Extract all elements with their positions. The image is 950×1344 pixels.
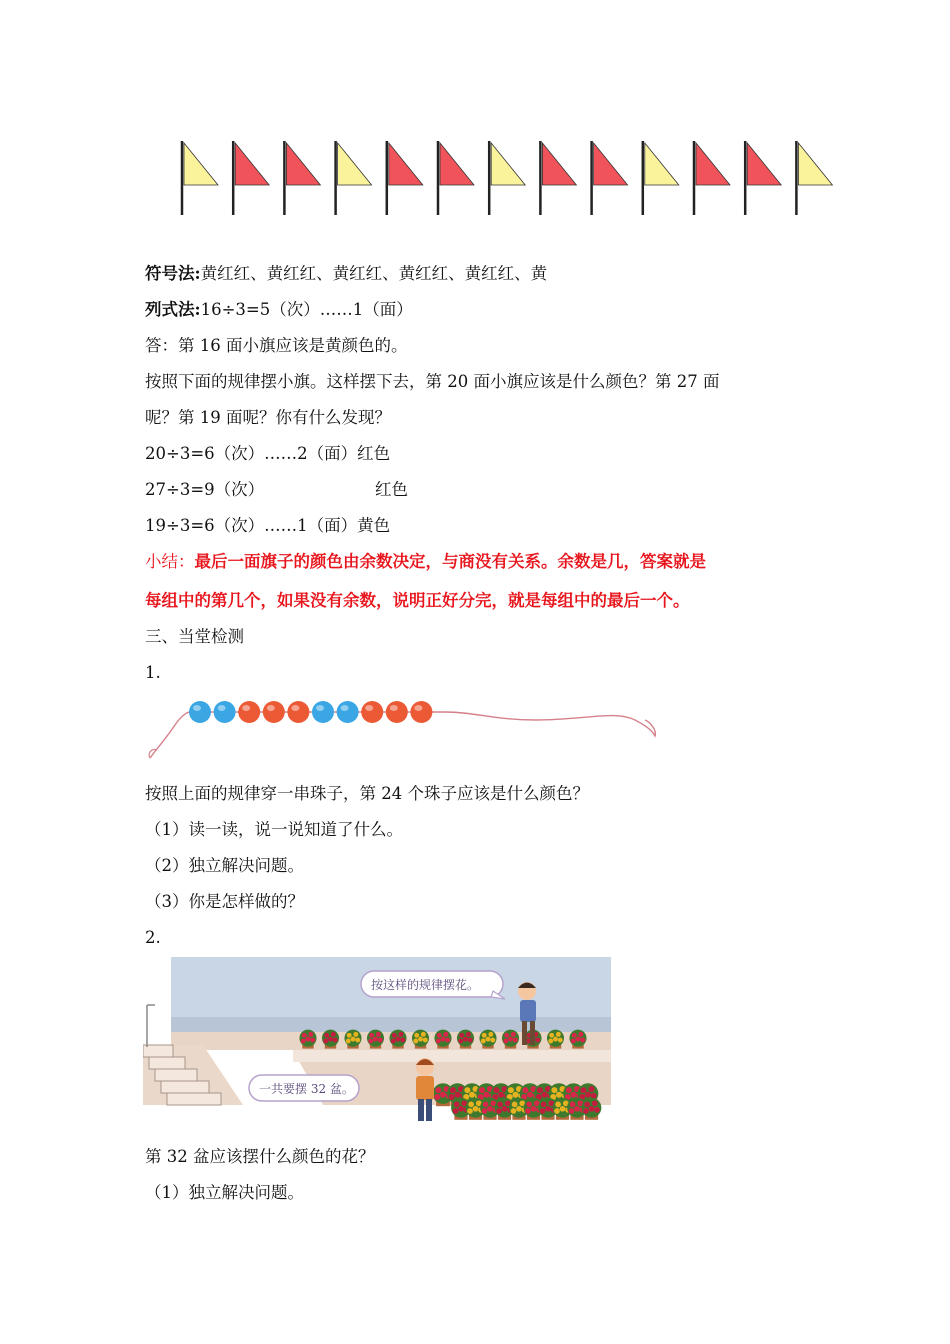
red-flag: [387, 141, 423, 215]
calc-row: [145, 443, 390, 465]
item-2-step: （1）独立解决问题。: [145, 1183, 304, 1202]
item-1-step: （2）独立解决问题。: [145, 856, 304, 875]
symbol-method-text: 黄红红、黄红红、黄红红、黄红红、黄红红、黄: [200, 264, 548, 283]
speech-bubble-bottom: 一共要摆 32 盆。: [259, 1082, 354, 1096]
summary-line-2: 每组中的第几个，如果没有余数，说明正好分完，就是每组中的最后一个。: [145, 591, 690, 610]
flags-illustration: [170, 135, 840, 220]
formula-method-label: 列式法:: [145, 300, 201, 319]
item-2-question: 第 32 盆应该摆什么颜色的花？: [145, 1147, 375, 1166]
yellow-flag: [489, 141, 525, 215]
blue-bead: [312, 701, 334, 723]
symbol-method-label: 符号法:: [145, 264, 201, 283]
item-1-number: 1.: [145, 663, 161, 682]
section-3-heading: 三、当堂检测: [145, 627, 244, 646]
red-bead: [386, 701, 408, 723]
item-1-step: （1）读一读，说一说知道了什么。: [145, 820, 403, 839]
item-1-step: （3）你是怎样做的？: [145, 892, 304, 911]
question-1-line-1: 按照下面的规律摆小旗。这样摆下去，第 20 面小旗应该是什么颜色？第 27 面: [145, 372, 720, 391]
calc-result: 黄色: [357, 516, 391, 535]
question-1-line-2: 呢？第 19 面呢？你有什么发现？: [145, 408, 391, 427]
speech-bubble-top: 按这样的规律摆花。: [371, 978, 480, 992]
calc-result: 红色: [357, 444, 391, 463]
beads-illustration: [145, 690, 665, 765]
flower-pots-illustration: [143, 955, 613, 1125]
calc-row: [145, 479, 408, 501]
yellow-flag: [643, 141, 679, 215]
answer-1: 答：第 16 面小旗应该是黄颜色的。: [145, 336, 408, 355]
blue-bead: [337, 701, 359, 723]
red-bead: [263, 701, 285, 723]
calc-result: 红色: [375, 480, 408, 499]
item-1-question: 按照上面的规律穿一串珠子，第 24 个珠子应该是什么颜色？: [145, 784, 589, 803]
red-flag: [694, 141, 730, 215]
blue-bead: [214, 701, 236, 723]
summary-label: 小结：: [145, 552, 195, 571]
calc-expr: 19÷3=6（次）……1（面）: [145, 516, 358, 535]
yellow-flag: [336, 141, 372, 215]
calc-expr: 20÷3=6（次）……2（面）: [145, 444, 358, 463]
summary-text-1: 最后一面旗子的颜色由余数决定，与商没有关系。余数是几，答案就是: [194, 552, 706, 571]
formula-method-line: [145, 299, 413, 321]
calc-row: [145, 515, 390, 537]
red-bead: [238, 701, 260, 723]
red-flag: [745, 141, 781, 215]
summary-line-1: [145, 551, 706, 573]
red-flag: [540, 141, 576, 215]
yellow-flag: [182, 141, 218, 215]
red-flag: [438, 141, 474, 215]
blue-bead: [189, 701, 211, 723]
item-2-number: 2.: [145, 928, 161, 947]
red-bead: [361, 701, 383, 723]
boy-figure-bottom: [416, 1058, 434, 1121]
red-bead: [410, 701, 432, 723]
symbol-method-line: [145, 263, 547, 285]
red-flag: [592, 141, 628, 215]
red-flag: [233, 141, 269, 215]
red-flag: [284, 141, 320, 215]
red-bead: [287, 701, 309, 723]
yellow-flag: [796, 141, 832, 215]
calc-expr: 27÷3=9（次）: [145, 480, 265, 499]
flower-pot: [582, 1098, 602, 1120]
formula-method-text: 16÷3=5（次）……1（面）: [200, 300, 413, 319]
